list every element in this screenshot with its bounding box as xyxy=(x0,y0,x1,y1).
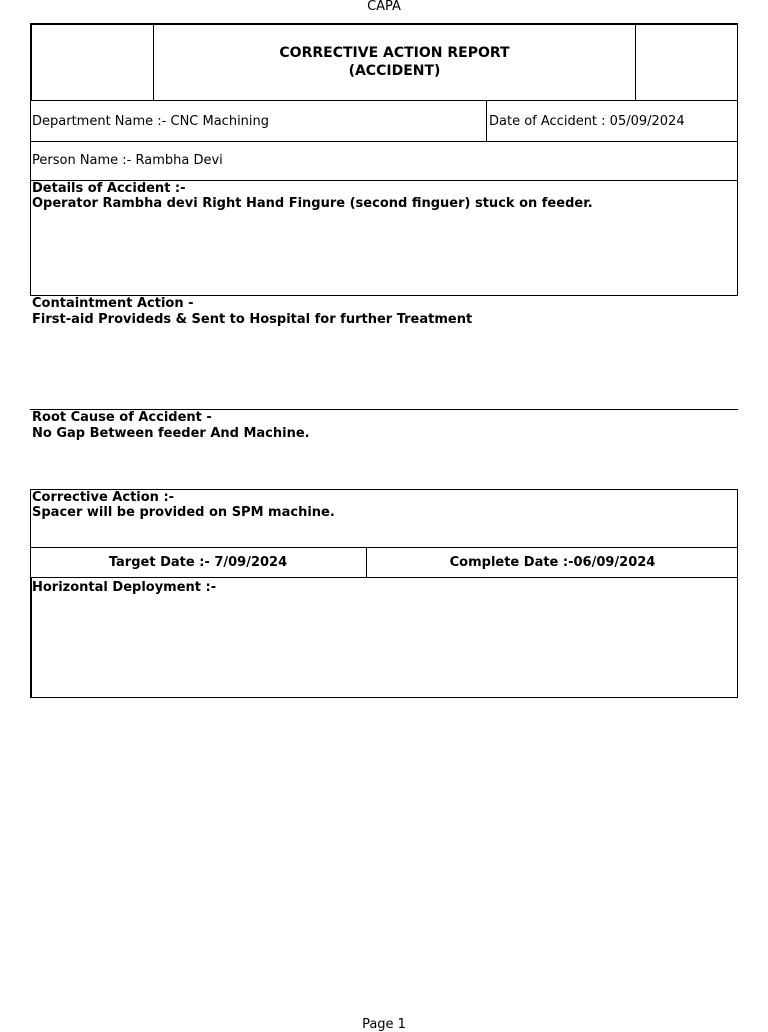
logo-cell xyxy=(30,23,154,101)
root-cause-label: Root Cause of Accident - xyxy=(32,410,212,425)
complete-date: Complete Date :-06/09/2024 xyxy=(449,555,656,570)
details-label: Details of Accident :- xyxy=(32,181,186,196)
date-cell-divider xyxy=(486,100,487,142)
horizontal-deployment-label: Horizontal Deployment :- xyxy=(32,580,217,595)
person-name: Person Name :- Rambha Devi xyxy=(32,153,223,168)
details-text: Operator Rambha devi Right Hand Fingure (second finguer) stuck on feeder. xyxy=(32,196,593,211)
target-date: Target Date :- 7/09/2024 xyxy=(108,555,288,570)
report-title-line1: CORRECTIVE ACTION REPORT xyxy=(279,45,510,61)
containment-label: Containtment Action - xyxy=(32,296,194,311)
horizontal-deployment-box xyxy=(30,577,738,698)
report-title xyxy=(154,44,635,80)
department-name: Department Name :- CNC Machining xyxy=(32,114,270,129)
date-of-accident: Date of Accident : 05/09/2024 xyxy=(489,114,685,129)
root-cause-text: No Gap Between feeder And Machine. xyxy=(32,426,310,441)
page-header: CAPA xyxy=(367,0,401,14)
right-cell xyxy=(635,23,738,101)
corrective-action-text: Spacer will be provided on SPM machine. xyxy=(32,505,335,520)
page-footer: Page 1 xyxy=(362,1017,406,1032)
corrective-action-label: Corrective Action :- xyxy=(32,490,175,505)
containment-text: First-aid Provideds & Sent to Hospital for further Treatment xyxy=(32,312,473,327)
report-title-line2: (ACCIDENT) xyxy=(348,63,441,79)
